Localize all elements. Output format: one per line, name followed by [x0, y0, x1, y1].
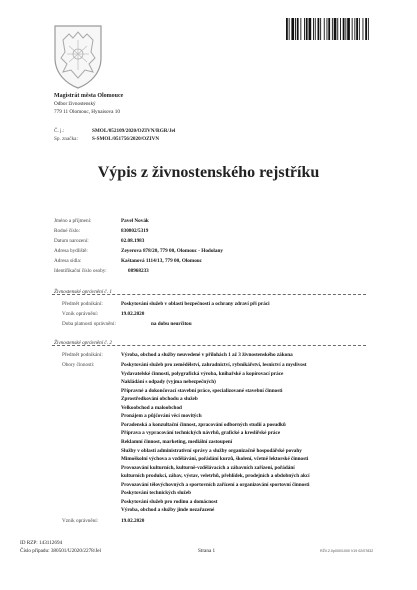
- section1-origin-label: Vznik oprávnění:: [62, 311, 99, 317]
- person-value: Kaštanová 1114/13, 779 00, Olomouc: [121, 258, 202, 264]
- section2-heading: Živnostenské oprávnění č. 2: [54, 340, 112, 346]
- business-field-item: Poskytování technických služeb: [121, 490, 192, 497]
- business-field-item: Služby v oblasti administrativní správy a služby organizačně hospodářské povahy: [121, 447, 302, 454]
- business-field-item: Provozování kulturních, kulturně-vzdělávacích a zábavních zařízení, pořádání: [121, 464, 295, 471]
- person-value: 02.08.1983: [121, 238, 145, 244]
- cj-value: SMOL/052109/2020/OZIVN/RGR/Jel: [92, 128, 176, 134]
- case-mark-value: S-SMOL/051756/2020/OZIVN: [92, 136, 160, 142]
- barcode-bar: [291, 18, 294, 40]
- barcode-bar: [306, 18, 308, 40]
- barcode-bar: [286, 18, 288, 40]
- barcode-bar: [300, 18, 301, 40]
- person-value: Zeyerova 878/20, 779 00, Olomouc - Hodolany: [121, 248, 223, 254]
- barcode-bar: [345, 18, 346, 40]
- document-title: Výpis z živnostenského rejstříku: [97, 164, 320, 181]
- section1-heading: Živnostenské oprávnění č. 1: [54, 289, 112, 295]
- barcode-bar: [332, 18, 333, 40]
- barcode-bar: [347, 18, 350, 40]
- barcode-bar: [313, 18, 314, 40]
- business-field-item: Příprava a vypracování technických návrhů, grafické a kreslířské práce: [121, 430, 281, 437]
- barcode-bar: [297, 18, 299, 40]
- footer-page-number: Strana 1: [198, 548, 216, 554]
- barcode-bar: [368, 18, 369, 40]
- barcode-bar: [352, 18, 353, 40]
- office-department: Odbor živnostenský: [54, 101, 96, 107]
- barcode-bar: [315, 18, 316, 40]
- barcode-bar: [354, 18, 355, 40]
- person-label: Jméno a příjmení:: [54, 218, 92, 224]
- cj-label: Č. j.:: [54, 128, 65, 134]
- barcode-bar: [295, 18, 296, 40]
- person-value: 830802/5319: [121, 228, 149, 234]
- business-field-item: Vydavatelské činnosti, polygrafická výroba, knihařské a kopírovací práce: [121, 370, 284, 377]
- barcode-bar: [309, 18, 312, 40]
- barcode-bar: [359, 18, 360, 40]
- barcode-bar: [356, 18, 358, 40]
- section2-origin-value: 19.02.2020: [121, 518, 145, 524]
- barcode-bar: [334, 18, 337, 40]
- business-field-item: Provozování tělovýchovných a sportovních zařízení a organizování sportovní činnosti: [121, 481, 310, 488]
- barcode-bar: [365, 18, 367, 40]
- office-title: Magistrát města Olomouce: [54, 93, 124, 99]
- barcode-bar: [328, 18, 330, 40]
- business-field-item: Poskytování služeb pro rodinu a domácnost: [121, 498, 218, 505]
- business-field-item: Nakládání s odpady (vyjma nebezpečných): [121, 379, 216, 386]
- business-field-item: Poradenská a konzultační činnost, zpracování odborných studií a posudků: [121, 421, 286, 428]
- barcode: [286, 18, 390, 40]
- barcode-bar: [327, 18, 328, 40]
- section2-origin-label: Vznik oprávnění:: [62, 518, 99, 524]
- barcode-bar: [363, 18, 364, 40]
- business-field-item: Zprostředkování obchodu a služeb: [121, 396, 198, 403]
- business-field-item: Reklamní činnost, marketing, mediální zastoupení: [121, 438, 233, 445]
- section2-subject-label: Předmět podnikání:: [62, 352, 103, 358]
- business-field-item: Mimoškolní výchova a vzdělávání, pořádání kurzů, školení, včetně lektorské činnosti: [121, 456, 309, 463]
- person-label: Adresa sídla:: [54, 258, 82, 264]
- barcode-bar: [337, 18, 338, 40]
- person-value: 08968233: [128, 268, 149, 274]
- section1-duration-label: Doba platnosti oprávnění:: [62, 321, 116, 327]
- business-field-item: Pronájem a půjčování věcí movitých: [121, 413, 202, 420]
- footer-form-code: RŽV.2.0p000/1000 V19 02/07832: [320, 549, 374, 553]
- business-field-item: Přípravné a dokončovací stavební práce, specializované stavební činnosti: [121, 387, 283, 394]
- barcode-bar: [340, 18, 341, 40]
- section1-origin-value: 19.02.2020: [121, 311, 145, 317]
- barcode-bar: [318, 18, 320, 40]
- footer-case-number: Číslo případu: 380501/U2020/2278/Jel: [20, 548, 101, 554]
- barcode-bar: [343, 18, 345, 40]
- section1-subject-value: Poskytování služeb v oblasti bezpečnosti a ochrany zdraví při práci: [121, 301, 270, 307]
- section2-fields-label: Obory činnosti:: [62, 362, 95, 368]
- person-value: Pavel Novák: [121, 218, 149, 224]
- section1-duration-value: na dobu neurčitou: [151, 321, 192, 327]
- barcode-bar: [320, 18, 321, 40]
- person-label: Adresa bydliště:: [54, 248, 88, 254]
- person-label: Rodné číslo:: [54, 228, 81, 234]
- barcode-bar: [304, 18, 305, 40]
- barcode-bar: [324, 18, 325, 40]
- case-mark-label: Sp. značka:: [54, 136, 78, 142]
- business-field-item: Poskytování služeb pro zemědělství, zahradnictví, rybníkářství, lesnictví a myslivost: [121, 362, 307, 368]
- person-label: Datum narození:: [54, 238, 89, 244]
- city-crest-emblem: [47, 22, 109, 90]
- business-field-item: kulturních produkcí, zábav, výstav, veletrhů, přehlídek, prodejních a obdobných akcí: [121, 473, 310, 480]
- person-label: Identifikační číslo osoby:: [54, 268, 107, 274]
- business-field-item: Výroba, obchod a služby jinde nezařazené: [121, 507, 215, 514]
- business-field-item: Velkoobchod a maloobchod: [121, 404, 182, 411]
- footer-id-rzp: ID RZP: 143112694: [20, 540, 63, 546]
- office-address: 779 11 Olomouc, Hynaisova 10: [54, 109, 120, 115]
- barcode-bar: [289, 18, 290, 40]
- section2-subject-value: Výroba, obchod a služby neuvedené v přílohách 1 až 3 živnostenského zákona: [121, 352, 293, 358]
- section1-subject-label: Předmět podnikání:: [62, 301, 103, 307]
